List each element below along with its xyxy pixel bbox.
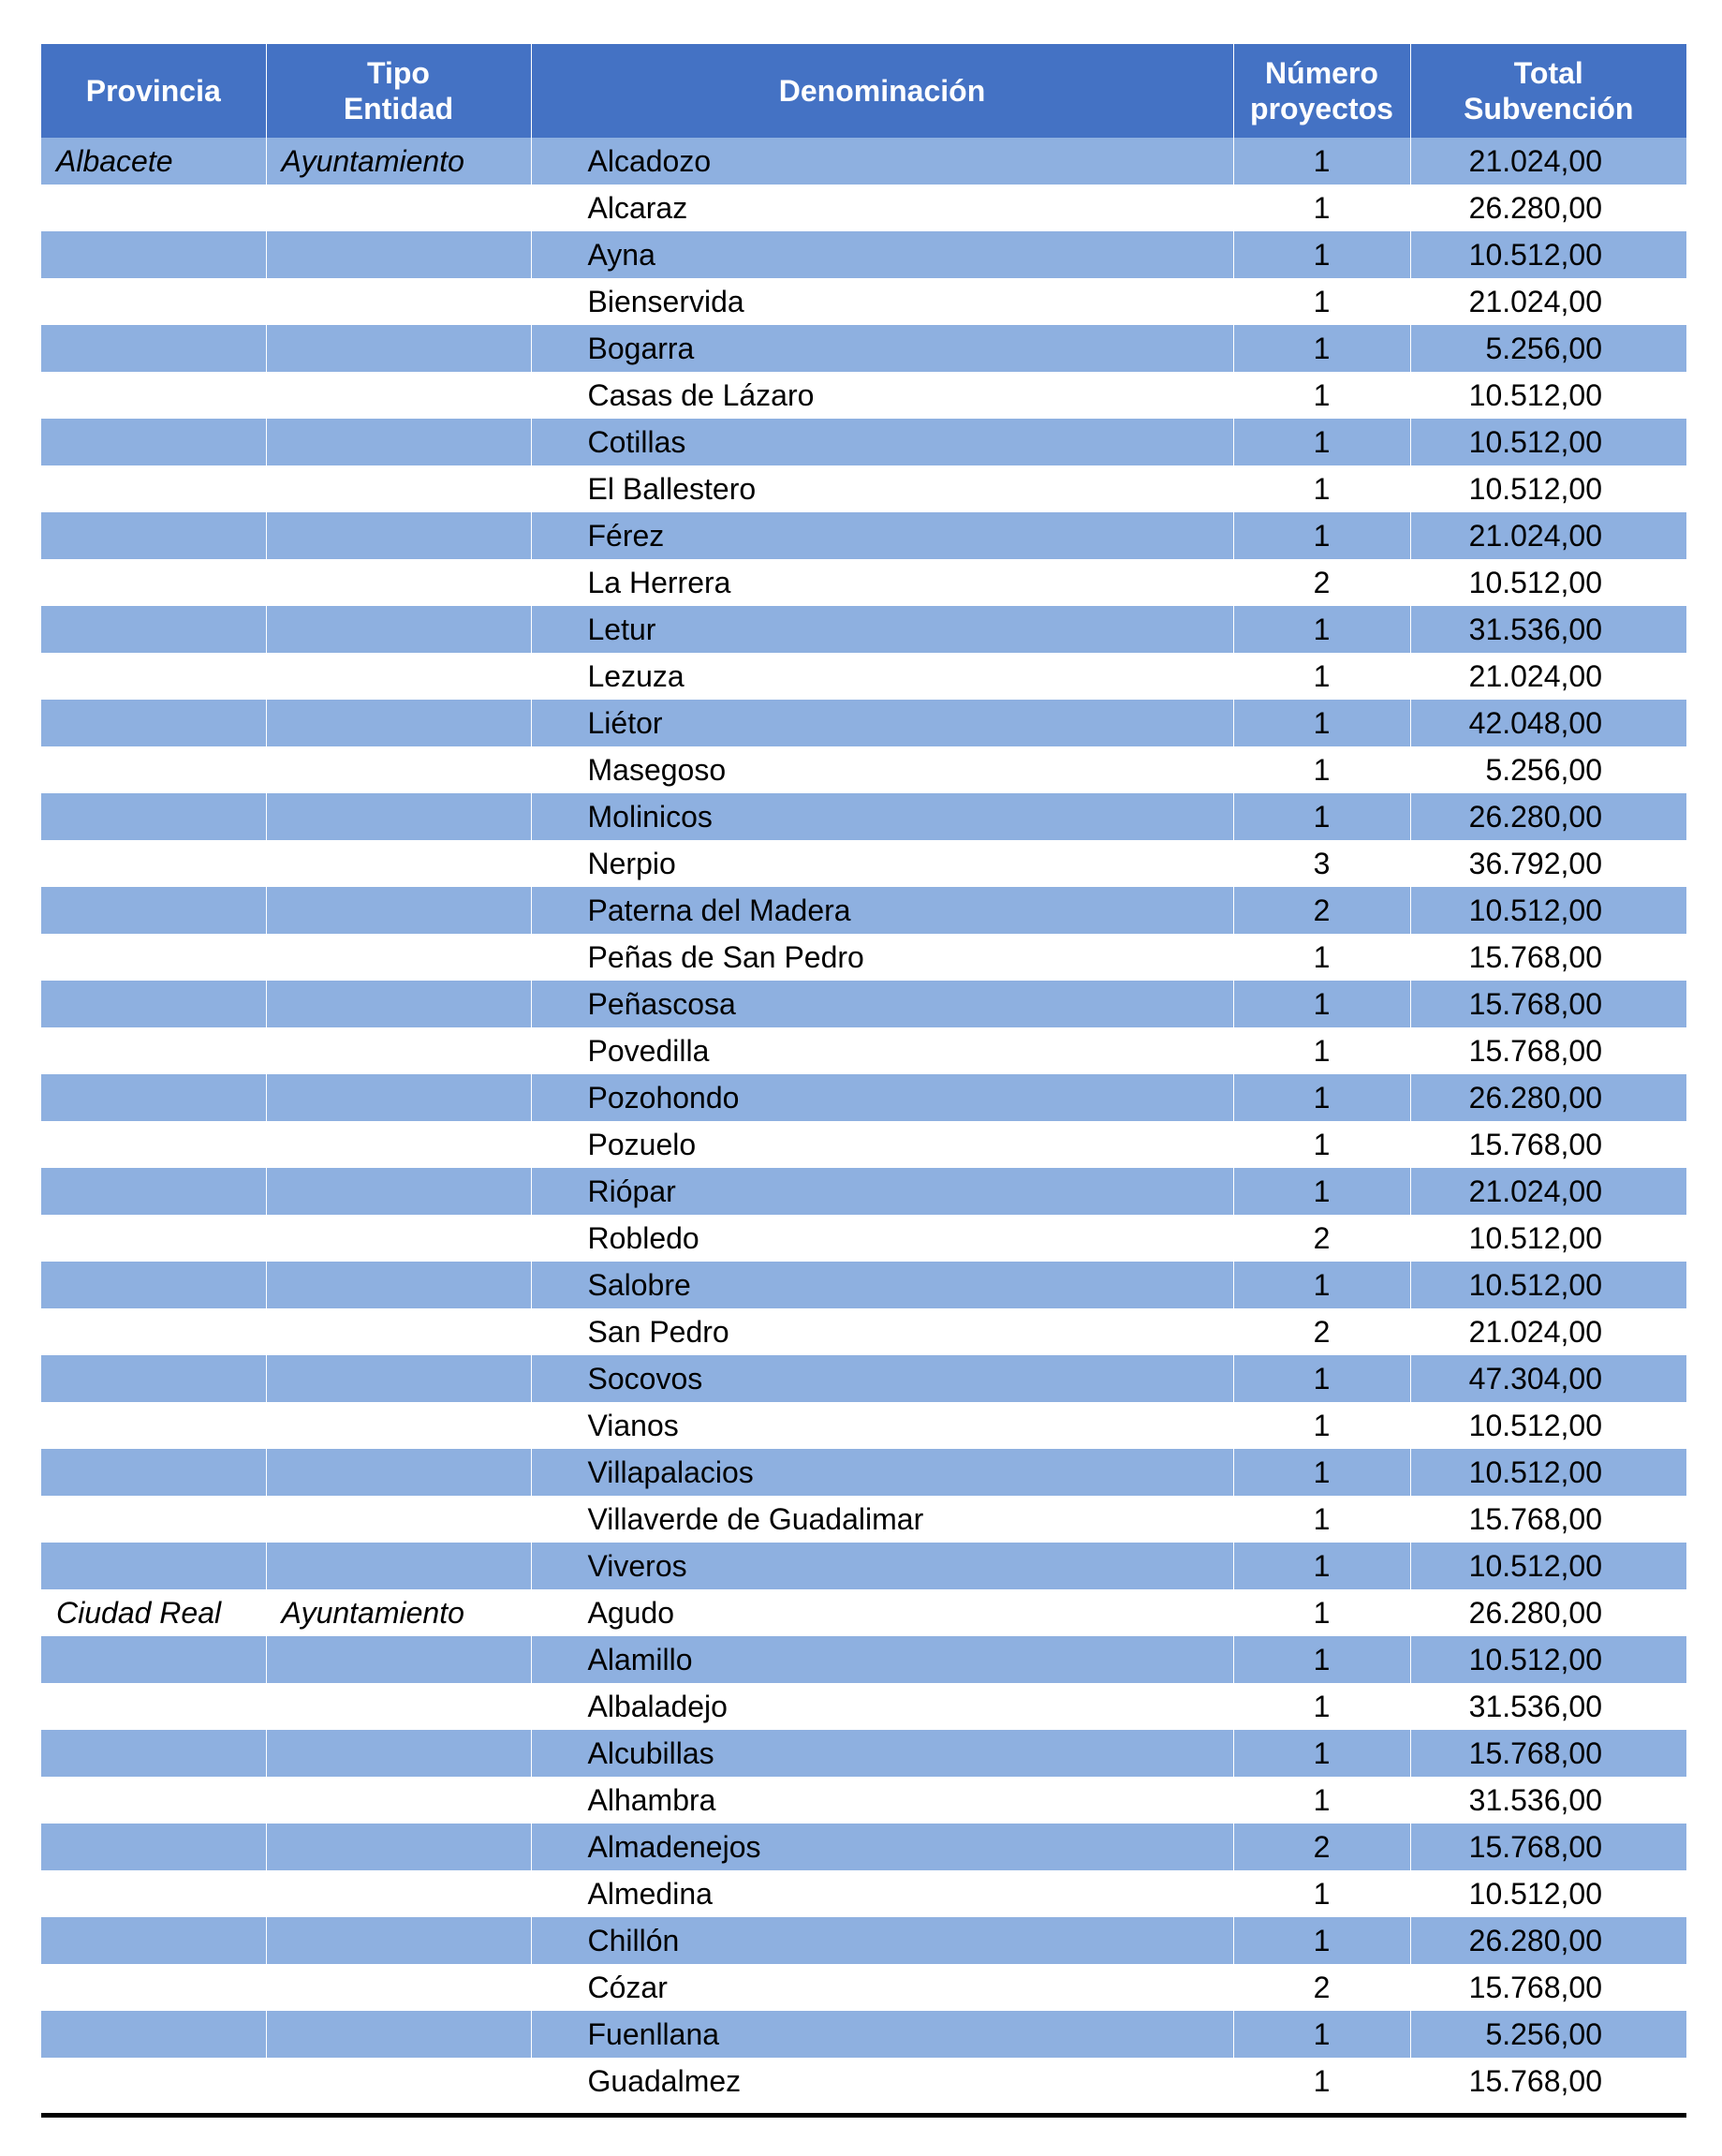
table-row [41, 1964, 1686, 2011]
cell-total-subvencion: 5.256,00 [1410, 325, 1686, 372]
table-row [41, 934, 1686, 981]
cell-total-subvencion: 21.024,00 [1468, 1315, 1602, 1349]
cell-denominacion: Nerpio [531, 840, 1233, 887]
cell-denominacion: Ayna [531, 231, 1233, 278]
cell-denominacion: Bogarra [531, 325, 1233, 372]
cell-tipo-entidad [266, 1215, 531, 1262]
cell-tipo-entidad [266, 746, 531, 793]
table-bottom-rule [41, 2113, 1686, 2118]
table-row [41, 1215, 1686, 1262]
cell-denominacion: Letur [531, 606, 1233, 653]
cell-tipo-entidad [266, 1449, 531, 1496]
cell-numero-proyectos: 1 [1233, 653, 1410, 700]
cell-total-subvencion: 15.768,00 [1468, 1502, 1602, 1536]
cell-total-subvencion: 10.512,00 [1468, 378, 1602, 412]
subsidy-table-sheet [41, 44, 1686, 2104]
table-row [41, 1917, 1686, 1964]
cell-total-subvencion: 26.280,00 [1468, 1596, 1602, 1630]
cell-numero-proyectos: 1 [1233, 746, 1410, 793]
cell-provincia [41, 559, 266, 606]
cell-total-subvencion: 15.768,00 [1410, 1730, 1686, 1777]
cell-denominacion: Cózar [531, 1964, 1233, 2011]
cell-provincia [41, 512, 266, 559]
cell-numero-proyectos: 1 [1233, 1496, 1410, 1543]
cell-provincia [41, 887, 266, 934]
cell-total-subvencion: 10.512,00 [1468, 1409, 1602, 1442]
table-row [41, 325, 1686, 372]
cell-total-subvencion: 15.768,00 [1468, 1971, 1602, 2004]
cell-provincia [41, 793, 266, 840]
cell-tipo-entidad [266, 512, 531, 559]
cell-tipo-entidad [266, 1496, 531, 1543]
cell-numero-proyectos: 1 [1233, 981, 1410, 1027]
cell-provincia [41, 934, 266, 981]
table-row [41, 559, 1686, 606]
cell-tipo-entidad [266, 606, 531, 653]
cell-provincia: Ciudad Real [41, 1589, 266, 1636]
cell-numero-proyectos: 1 [1233, 606, 1410, 653]
cell-denominacion: Alamillo [531, 1636, 1233, 1683]
table-row [41, 981, 1686, 1027]
cell-provincia [41, 1683, 266, 1730]
cell-tipo-entidad [266, 1917, 531, 1964]
cell-provincia [41, 1824, 266, 1870]
cell-total-subvencion: 21.024,00 [1410, 138, 1686, 185]
table-row [41, 2058, 1686, 2104]
table-row [41, 700, 1686, 746]
cell-denominacion: Robledo [531, 1215, 1233, 1262]
cell-provincia [41, 840, 266, 887]
cell-denominacion: Almadenejos [531, 1824, 1233, 1870]
cell-denominacion: Masegoso [531, 746, 1233, 793]
cell-total-subvencion: 26.280,00 [1468, 191, 1602, 225]
cell-numero-proyectos: 2 [1233, 1215, 1410, 1262]
cell-tipo-entidad [266, 653, 531, 700]
table-row [41, 419, 1686, 465]
cell-provincia [41, 1964, 266, 2011]
cell-total-subvencion: 36.792,00 [1468, 847, 1602, 880]
cell-tipo-entidad [266, 1168, 531, 1215]
cell-denominacion: Cotillas [531, 419, 1233, 465]
table-row [41, 793, 1686, 840]
cell-provincia [41, 1636, 266, 1683]
cell-denominacion: Almedina [531, 1870, 1233, 1917]
cell-total-subvencion: 26.280,00 [1410, 1917, 1686, 1964]
cell-total-subvencion: 10.512,00 [1468, 1877, 1602, 1911]
cell-numero-proyectos: 1 [1233, 1917, 1410, 1964]
cell-numero-proyectos: 1 [1233, 1543, 1410, 1589]
cell-numero-proyectos: 2 [1233, 1308, 1410, 1355]
cell-tipo-entidad: Ayuntamiento [266, 138, 531, 185]
cell-numero-proyectos: 1 [1233, 1730, 1410, 1777]
cell-numero-proyectos: 1 [1233, 934, 1410, 981]
cell-tipo-entidad [266, 1308, 531, 1355]
table-row [41, 1355, 1686, 1402]
cell-total-subvencion: 21.024,00 [1410, 1168, 1686, 1215]
cell-total-subvencion: 15.768,00 [1468, 1128, 1602, 1161]
cell-provincia [41, 1777, 266, 1824]
table-body [41, 138, 1686, 2104]
cell-total-subvencion: 10.512,00 [1468, 1221, 1602, 1255]
cell-provincia [41, 1496, 266, 1543]
cell-total-subvencion: 15.768,00 [1468, 940, 1602, 974]
cell-total-subvencion: 10.512,00 [1468, 472, 1602, 506]
table-row [41, 1683, 1686, 1730]
cell-denominacion: Socovos [531, 1355, 1233, 1402]
cell-numero-proyectos: 1 [1233, 2011, 1410, 2058]
cell-denominacion: Alcubillas [531, 1730, 1233, 1777]
header-numero-line1: Número [1265, 56, 1378, 90]
cell-total-subvencion: 47.304,00 [1410, 1355, 1686, 1402]
header-tipo-entidad [266, 44, 531, 138]
cell-denominacion: Pozohondo [531, 1074, 1233, 1121]
cell-total-subvencion: 15.768,00 [1468, 2064, 1602, 2098]
cell-provincia [41, 1262, 266, 1308]
cell-numero-proyectos: 1 [1233, 1870, 1410, 1917]
cell-denominacion: Guadalmez [531, 2058, 1233, 2104]
cell-denominacion: Liétor [531, 700, 1233, 746]
cell-tipo-entidad [266, 1636, 531, 1683]
cell-numero-proyectos: 1 [1233, 278, 1410, 325]
cell-denominacion: Lezuza [531, 653, 1233, 700]
cell-provincia [41, 372, 266, 419]
table-row [41, 1543, 1686, 1589]
cell-tipo-entidad [266, 1824, 531, 1870]
cell-total-subvencion: 31.536,00 [1468, 1690, 1602, 1723]
cell-total-subvencion: 10.512,00 [1410, 1262, 1686, 1308]
cell-provincia [41, 2058, 266, 2104]
table-row [41, 372, 1686, 419]
cell-total-subvencion: 21.024,00 [1468, 285, 1602, 318]
cell-denominacion: Povedilla [531, 1027, 1233, 1074]
cell-numero-proyectos: 1 [1233, 185, 1410, 231]
cell-tipo-entidad [266, 1074, 531, 1121]
cell-total-subvencion: 15.768,00 [1410, 1824, 1686, 1870]
cell-provincia [41, 185, 266, 231]
cell-tipo-entidad [266, 372, 531, 419]
cell-total-subvencion: 31.536,00 [1410, 606, 1686, 653]
table-row [41, 1589, 1686, 1636]
table-row [41, 2011, 1686, 2058]
table-row [41, 1121, 1686, 1168]
cell-denominacion: Villaverde de Guadalimar [531, 1496, 1233, 1543]
cell-numero-proyectos: 2 [1233, 559, 1410, 606]
cell-numero-proyectos: 1 [1233, 1121, 1410, 1168]
table-row [41, 1027, 1686, 1074]
cell-denominacion: Albaladejo [531, 1683, 1233, 1730]
cell-tipo-entidad [266, 1683, 531, 1730]
cell-denominacion: Viveros [531, 1543, 1233, 1589]
cell-tipo-entidad [266, 559, 531, 606]
cell-denominacion: Paterna del Madera [531, 887, 1233, 934]
header-numero-proyectos [1233, 44, 1410, 138]
cell-numero-proyectos: 2 [1233, 1824, 1410, 1870]
cell-total-subvencion: 5.256,00 [1485, 753, 1602, 787]
header-provincia-label: Provincia [85, 74, 221, 108]
table-row [41, 606, 1686, 653]
cell-provincia [41, 1449, 266, 1496]
cell-numero-proyectos: 3 [1233, 840, 1410, 887]
cell-numero-proyectos: 1 [1233, 1777, 1410, 1824]
cell-provincia [41, 278, 266, 325]
cell-numero-proyectos: 1 [1233, 1262, 1410, 1308]
cell-provincia [41, 325, 266, 372]
table-row [41, 1730, 1686, 1777]
table-row [41, 512, 1686, 559]
cell-provincia [41, 1308, 266, 1355]
cell-denominacion: Agudo [531, 1589, 1233, 1636]
cell-tipo-entidad [266, 700, 531, 746]
cell-numero-proyectos: 1 [1233, 1589, 1410, 1636]
cell-numero-proyectos: 1 [1233, 1683, 1410, 1730]
cell-tipo-entidad [266, 465, 531, 512]
table-row [41, 138, 1686, 185]
cell-numero-proyectos: 1 [1233, 465, 1410, 512]
cell-provincia [41, 700, 266, 746]
table-row [41, 1870, 1686, 1917]
cell-provincia [41, 2011, 266, 2058]
cell-tipo-entidad [266, 840, 531, 887]
cell-total-subvencion: 21.024,00 [1468, 659, 1602, 693]
cell-denominacion: Vianos [531, 1402, 1233, 1449]
cell-denominacion: Riópar [531, 1168, 1233, 1215]
cell-numero-proyectos: 1 [1233, 1402, 1410, 1449]
table-row [41, 1496, 1686, 1543]
table-header [41, 44, 1686, 138]
cell-tipo-entidad [266, 1402, 531, 1449]
cell-tipo-entidad [266, 981, 531, 1027]
cell-denominacion: Chillón [531, 1917, 1233, 1964]
table-row [41, 887, 1686, 934]
cell-tipo-entidad [266, 887, 531, 934]
header-tipo-line2: Entidad [343, 92, 454, 126]
table-row [41, 1168, 1686, 1215]
cell-provincia [41, 1168, 266, 1215]
cell-tipo-entidad [266, 1355, 531, 1402]
cell-denominacion: Fuenllana [531, 2011, 1233, 2058]
cell-numero-proyectos: 1 [1233, 1636, 1410, 1683]
cell-numero-proyectos: 1 [1233, 419, 1410, 465]
header-tipo-line1: Tipo [367, 56, 430, 90]
cell-tipo-entidad [266, 2011, 531, 2058]
cell-provincia [41, 1543, 266, 1589]
cell-numero-proyectos: 1 [1233, 512, 1410, 559]
cell-total-subvencion: 10.512,00 [1410, 419, 1686, 465]
cell-total-subvencion: 26.280,00 [1410, 793, 1686, 840]
cell-numero-proyectos: 1 [1233, 138, 1410, 185]
header-total-line1: Total [1513, 56, 1583, 90]
cell-provincia [41, 1730, 266, 1777]
cell-provincia [41, 231, 266, 278]
cell-total-subvencion: 15.768,00 [1468, 1034, 1602, 1068]
cell-denominacion: Villapalacios [531, 1449, 1233, 1496]
cell-numero-proyectos: 1 [1233, 325, 1410, 372]
cell-numero-proyectos: 1 [1233, 1074, 1410, 1121]
cell-denominacion: Casas de Lázaro [531, 372, 1233, 419]
cell-provincia [41, 1355, 266, 1402]
cell-tipo-entidad [266, 419, 531, 465]
cell-numero-proyectos: 1 [1233, 231, 1410, 278]
header-denominacion-label: Denominación [778, 74, 986, 108]
cell-numero-proyectos: 1 [1233, 372, 1410, 419]
cell-tipo-entidad [266, 231, 531, 278]
cell-provincia [41, 1402, 266, 1449]
cell-total-subvencion: 10.512,00 [1410, 231, 1686, 278]
cell-provincia: Albacete [41, 138, 266, 185]
header-total-line2: Subvención [1464, 92, 1634, 126]
cell-total-subvencion: 5.256,00 [1410, 2011, 1686, 2058]
cell-numero-proyectos: 1 [1233, 1168, 1410, 1215]
cell-total-subvencion: 31.536,00 [1468, 1783, 1602, 1817]
table-row [41, 746, 1686, 793]
cell-provincia [41, 746, 266, 793]
cell-denominacion: El Ballestero [531, 465, 1233, 512]
cell-tipo-entidad [266, 793, 531, 840]
cell-tipo-entidad [266, 1730, 531, 1777]
cell-tipo-entidad [266, 1121, 531, 1168]
cell-numero-proyectos: 1 [1233, 793, 1410, 840]
cell-total-subvencion: 10.512,00 [1410, 887, 1686, 934]
cell-total-subvencion: 10.512,00 [1410, 1543, 1686, 1589]
cell-denominacion: Salobre [531, 1262, 1233, 1308]
cell-denominacion: Bienservida [531, 278, 1233, 325]
cell-provincia [41, 1074, 266, 1121]
cell-tipo-entidad [266, 1964, 531, 2011]
cell-tipo-entidad: Ayuntamiento [266, 1589, 531, 1636]
cell-tipo-entidad [266, 185, 531, 231]
table-row [41, 840, 1686, 887]
table-row [41, 1262, 1686, 1308]
cell-numero-proyectos: 1 [1233, 1355, 1410, 1402]
cell-provincia [41, 419, 266, 465]
cell-tipo-entidad [266, 325, 531, 372]
cell-tipo-entidad [266, 1543, 531, 1589]
cell-denominacion: Peñascosa [531, 981, 1233, 1027]
cell-provincia [41, 1121, 266, 1168]
table-row [41, 1449, 1686, 1496]
subsidy-table [41, 44, 1686, 2104]
cell-denominacion: Peñas de San Pedro [531, 934, 1233, 981]
table-row [41, 278, 1686, 325]
cell-numero-proyectos: 1 [1233, 1027, 1410, 1074]
cell-tipo-entidad [266, 934, 531, 981]
cell-denominacion: Pozuelo [531, 1121, 1233, 1168]
header-numero-line2: proyectos [1250, 92, 1393, 126]
cell-provincia [41, 606, 266, 653]
header-row [41, 44, 1686, 138]
table-row [41, 1402, 1686, 1449]
cell-provincia [41, 981, 266, 1027]
cell-numero-proyectos: 1 [1233, 700, 1410, 746]
cell-numero-proyectos: 1 [1233, 2058, 1410, 2104]
cell-tipo-entidad [266, 1777, 531, 1824]
cell-numero-proyectos: 2 [1233, 887, 1410, 934]
table-row [41, 1308, 1686, 1355]
cell-provincia [41, 1870, 266, 1917]
cell-provincia [41, 1215, 266, 1262]
cell-total-subvencion: 10.512,00 [1410, 1636, 1686, 1683]
table-row [41, 185, 1686, 231]
header-total-subvencion [1410, 44, 1686, 138]
cell-provincia [41, 465, 266, 512]
cell-denominacion: Molinicos [531, 793, 1233, 840]
cell-denominacion: San Pedro [531, 1308, 1233, 1355]
cell-tipo-entidad [266, 1870, 531, 1917]
header-provincia [41, 44, 266, 138]
cell-tipo-entidad [266, 278, 531, 325]
cell-denominacion: Férez [531, 512, 1233, 559]
table-row [41, 1777, 1686, 1824]
cell-denominacion: Alcadozo [531, 138, 1233, 185]
table-row [41, 1824, 1686, 1870]
cell-total-subvencion: 10.512,00 [1468, 566, 1602, 599]
cell-provincia [41, 653, 266, 700]
table-row [41, 653, 1686, 700]
cell-total-subvencion: 21.024,00 [1410, 512, 1686, 559]
table-row [41, 465, 1686, 512]
cell-tipo-entidad [266, 1262, 531, 1308]
cell-tipo-entidad [266, 1027, 531, 1074]
cell-numero-proyectos: 2 [1233, 1964, 1410, 2011]
cell-total-subvencion: 42.048,00 [1410, 700, 1686, 746]
cell-provincia [41, 1027, 266, 1074]
table-row [41, 1074, 1686, 1121]
cell-tipo-entidad [266, 2058, 531, 2104]
cell-numero-proyectos: 1 [1233, 1449, 1410, 1496]
table-row [41, 1636, 1686, 1683]
cell-total-subvencion: 26.280,00 [1410, 1074, 1686, 1121]
cell-denominacion: Alhambra [531, 1777, 1233, 1824]
table-row [41, 231, 1686, 278]
cell-total-subvencion: 10.512,00 [1410, 1449, 1686, 1496]
cell-denominacion: Alcaraz [531, 185, 1233, 231]
cell-total-subvencion: 15.768,00 [1410, 981, 1686, 1027]
cell-denominacion: La Herrera [531, 559, 1233, 606]
header-denominacion [531, 44, 1233, 138]
cell-provincia [41, 1917, 266, 1964]
